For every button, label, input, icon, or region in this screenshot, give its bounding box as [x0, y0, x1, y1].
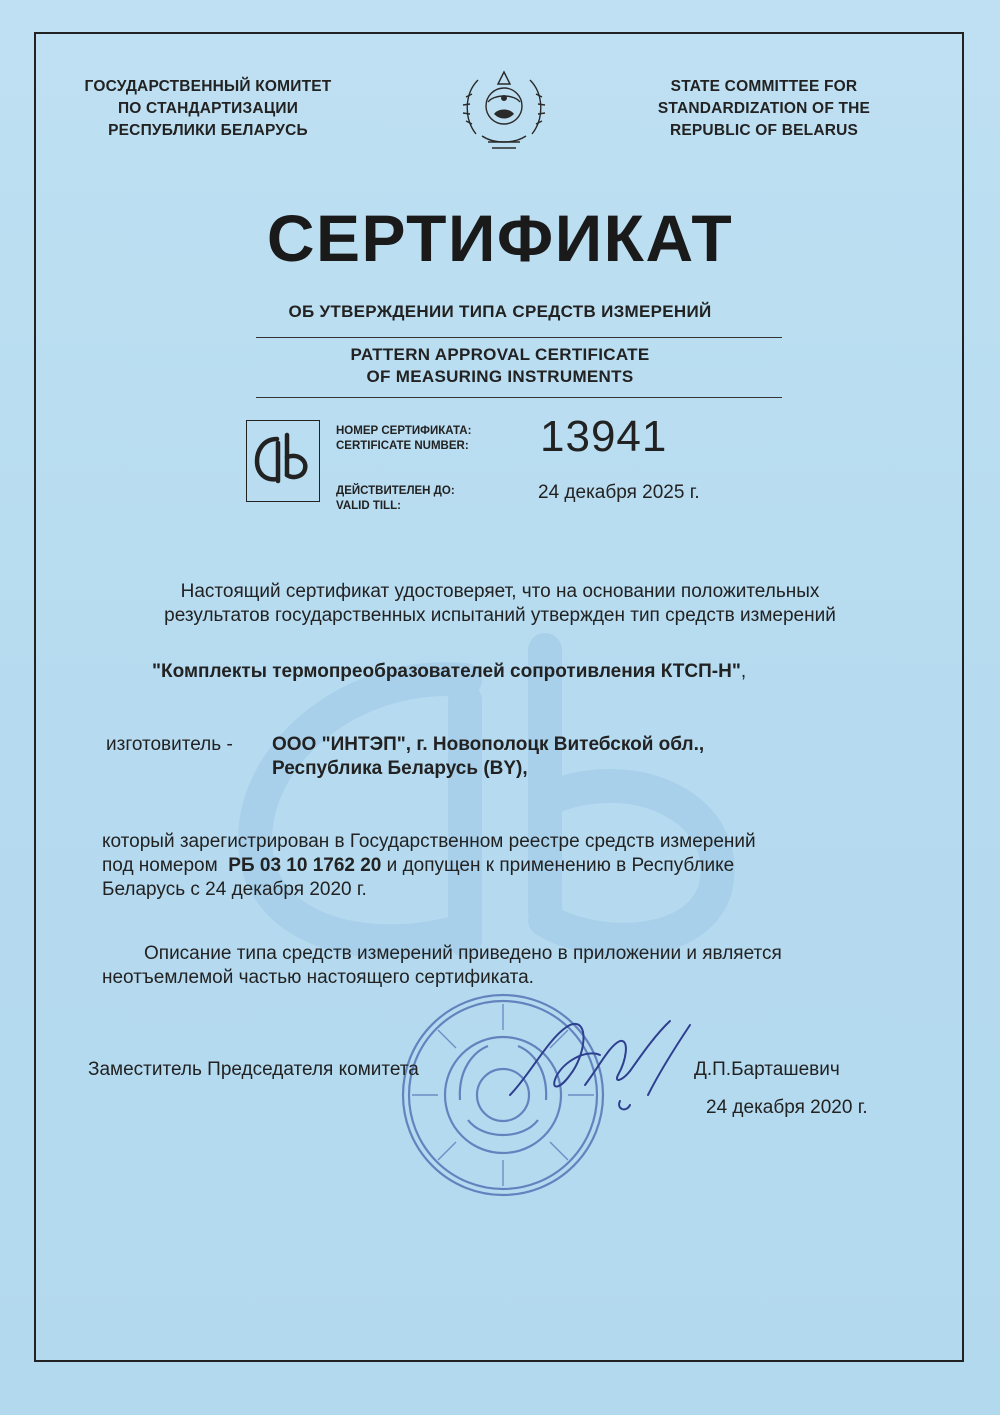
registry-line-2 [102, 854, 756, 878]
subtitle-en [0, 344, 1000, 388]
valid-label-en: VALID TILL: [336, 500, 401, 512]
registry-prefix: под номером [102, 855, 218, 876]
committee-name-ru [60, 76, 356, 142]
valid-till-label [336, 484, 455, 514]
committee-ru-line-2: ПО СТАНДАРТИЗАЦИИ [117, 100, 299, 117]
gosstandart-logo-icon [247, 421, 317, 499]
committee-en-line-3: REPUBLIC OF BELARUS [669, 122, 859, 139]
registry-paragraph [102, 830, 756, 902]
signer-name: Д.П.Барташевич [694, 1059, 840, 1080]
subtitle-en-line-2: OF MEASURING INSTRUMENTS [366, 367, 634, 386]
intro-paragraph [60, 580, 940, 628]
divider [256, 397, 782, 398]
signing-date: 24 декабря 2020 г. [706, 1097, 868, 1118]
certificate-number-label [336, 424, 471, 454]
valid-label-ru: ДЕЙСТВИТЕЛЕН ДО: [336, 485, 455, 497]
certificate-title: СЕРТИФИКАТ [266, 201, 734, 275]
valid-till-date: 24 декабря 2025 г. [538, 482, 700, 503]
description-paragraph [102, 942, 782, 990]
registry-line-3: Беларусь с 24 декабря 2020 г. [102, 879, 367, 900]
certificate-number: 13941 [540, 412, 668, 461]
manufacturer-line-2: Республика Беларусь (BY), [272, 758, 528, 779]
registry-line-1: который зарегистрирован в Государственном реестре средств измерений [102, 831, 756, 852]
manufacturer-label: изготовитель - [106, 734, 233, 755]
committee-name-en [624, 76, 904, 142]
instrument-suffix: , [740, 661, 747, 682]
description-line-2: неотъемлемой частью настоящего сертификата. [102, 967, 534, 988]
number-label-en: CERTIFICATE NUMBER: [336, 440, 469, 452]
committee-en-line-2: STANDARDIZATION OF THE [657, 100, 871, 117]
committee-ru-line-1: ГОСУДАРСТВЕННЫЙ КОМИТЕТ [84, 78, 332, 95]
number-label-ru: НОМЕР СЕРТИФИКАТА: [336, 425, 472, 437]
belarus-coat-of-arms-icon [458, 64, 550, 156]
intro-line-2: результатов государственных испытаний утвержден тип средств измерений [164, 605, 836, 626]
gosstandart-logo-box [246, 420, 320, 502]
subtitle-ru: ОБ УТВЕРЖДЕНИИ ТИПА СРЕДСТВ ИЗМЕРЕНИЙ [288, 302, 712, 321]
intro-line-1: Настоящий сертификат удостоверяет, что на основании положительных [180, 581, 820, 602]
divider [256, 337, 782, 338]
registry-suffix: и допущен к применению в Республике [386, 855, 735, 876]
committee-en-line-1: STATE COMMITTEE FOR [670, 78, 858, 95]
subtitle-en-line-1: PATTERN APPROVAL CERTIFICATE [350, 345, 650, 364]
instrument-title: "Комплекты термопреобразователей сопротивления КТСП-Н" [152, 661, 741, 682]
committee-ru-line-3: РЕСПУБЛИКИ БЕЛАРУСЬ [108, 122, 308, 139]
handwritten-signature-icon [490, 1005, 710, 1125]
instrument-name [152, 660, 746, 684]
manufacturer-line-1: ООО "ИНТЭП", г. Новополоцк Витебской обл., [272, 734, 705, 755]
description-line-1: Описание типа средств измерений приведено в приложении и является [144, 943, 782, 964]
manufacturer-name [272, 733, 704, 781]
signer-position: Заместитель Председателя комитета [88, 1059, 419, 1080]
registry-number: РБ 03 10 1762 20 [228, 855, 382, 876]
